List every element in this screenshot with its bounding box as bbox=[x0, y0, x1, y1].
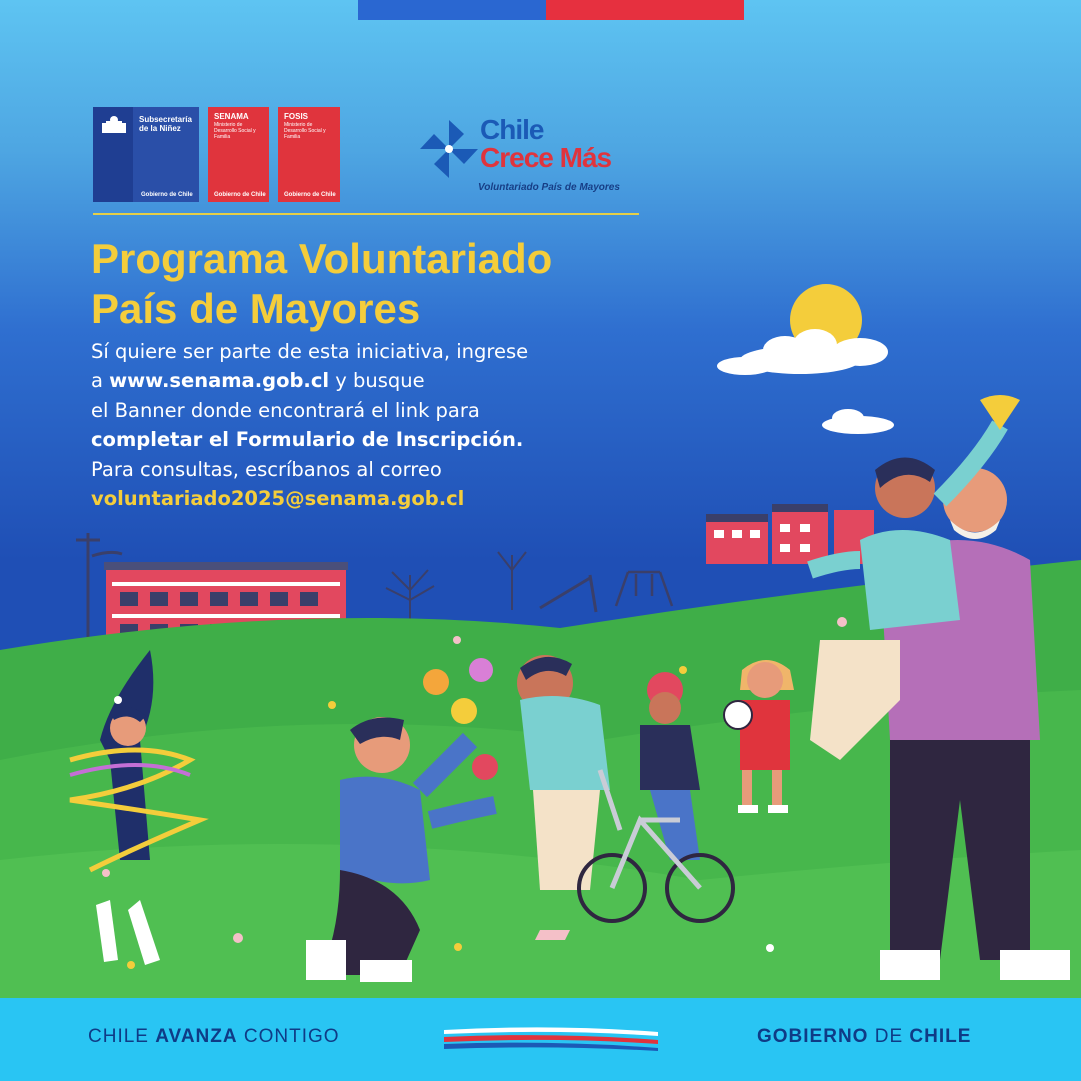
body-text bbox=[91, 337, 528, 513]
swing-icon bbox=[616, 572, 672, 606]
government-label: Gobierno de Chile bbox=[141, 192, 193, 198]
email-link[interactable]: voluntariado2025@senama.gob.cl bbox=[91, 487, 465, 511]
institution-logo-subsecretaria bbox=[93, 107, 199, 202]
body-line-4: completar el Formulario de Inscripción. bbox=[91, 428, 524, 452]
institution-detail: Ministerio de Desarrollo Social y Familia bbox=[284, 122, 326, 140]
institution-name: FOSIS bbox=[284, 112, 309, 121]
footer-swoosh-icon bbox=[444, 1024, 660, 1052]
government-label: Gobierno de Chile bbox=[284, 192, 336, 198]
program-logo-line1: Chile bbox=[480, 114, 544, 145]
institution-logo-fosis bbox=[278, 107, 340, 202]
cloud-icon bbox=[822, 409, 894, 434]
institution-logo-senama bbox=[208, 107, 269, 202]
body-line-2 bbox=[91, 366, 528, 395]
body-line-3: el Banner donde encontrará el link para bbox=[91, 398, 480, 422]
body-line-5: Para consultas, escríbanos al correo bbox=[91, 457, 442, 481]
footer-slogan-part: CONTIGO bbox=[237, 1026, 340, 1047]
program-logo-line2: Crece Más bbox=[480, 142, 612, 173]
website-link[interactable]: www.senama.gob.cl bbox=[109, 369, 330, 393]
pinwheel-icon bbox=[418, 118, 480, 180]
footer-government bbox=[757, 1026, 971, 1048]
institution-detail: Ministerio de Desarrollo Social y Familia bbox=[214, 122, 256, 140]
footer-slogan-bold: AVANZA bbox=[155, 1026, 238, 1047]
flag-stripe-blue bbox=[358, 0, 546, 20]
page-title bbox=[91, 234, 552, 334]
program-logo-tagline: Voluntariado País de Mayores bbox=[478, 182, 620, 193]
footer-slogan bbox=[88, 1026, 340, 1048]
cloud-icon bbox=[717, 329, 888, 375]
government-label: Gobierno de Chile bbox=[214, 192, 266, 198]
institution-name: SENAMA bbox=[214, 112, 249, 121]
slide-icon bbox=[540, 575, 596, 612]
body-line-2-suffix: y busque bbox=[329, 369, 425, 393]
institution-name: Subsecretaría de la Niñez bbox=[139, 115, 192, 133]
footer-slogan-part: CHILE bbox=[88, 1026, 156, 1047]
flag-stripe-red bbox=[546, 0, 744, 20]
title-line-1: Programa Voluntariado bbox=[91, 235, 553, 282]
footer-government-part: DE bbox=[868, 1026, 910, 1047]
coat-of-arms-icon bbox=[101, 115, 127, 137]
footer-government-bold: GOBIERNO bbox=[757, 1026, 869, 1047]
header-divider bbox=[93, 213, 639, 215]
title-line-2: País de Mayores bbox=[91, 285, 421, 332]
body-line-1: Sí quiere ser parte de esta iniciativa, ingrese bbox=[91, 340, 529, 363]
footer-government-bold: CHILE bbox=[909, 1026, 972, 1047]
tree-icon bbox=[386, 552, 526, 630]
body-line-2-prefix: a bbox=[91, 369, 110, 393]
